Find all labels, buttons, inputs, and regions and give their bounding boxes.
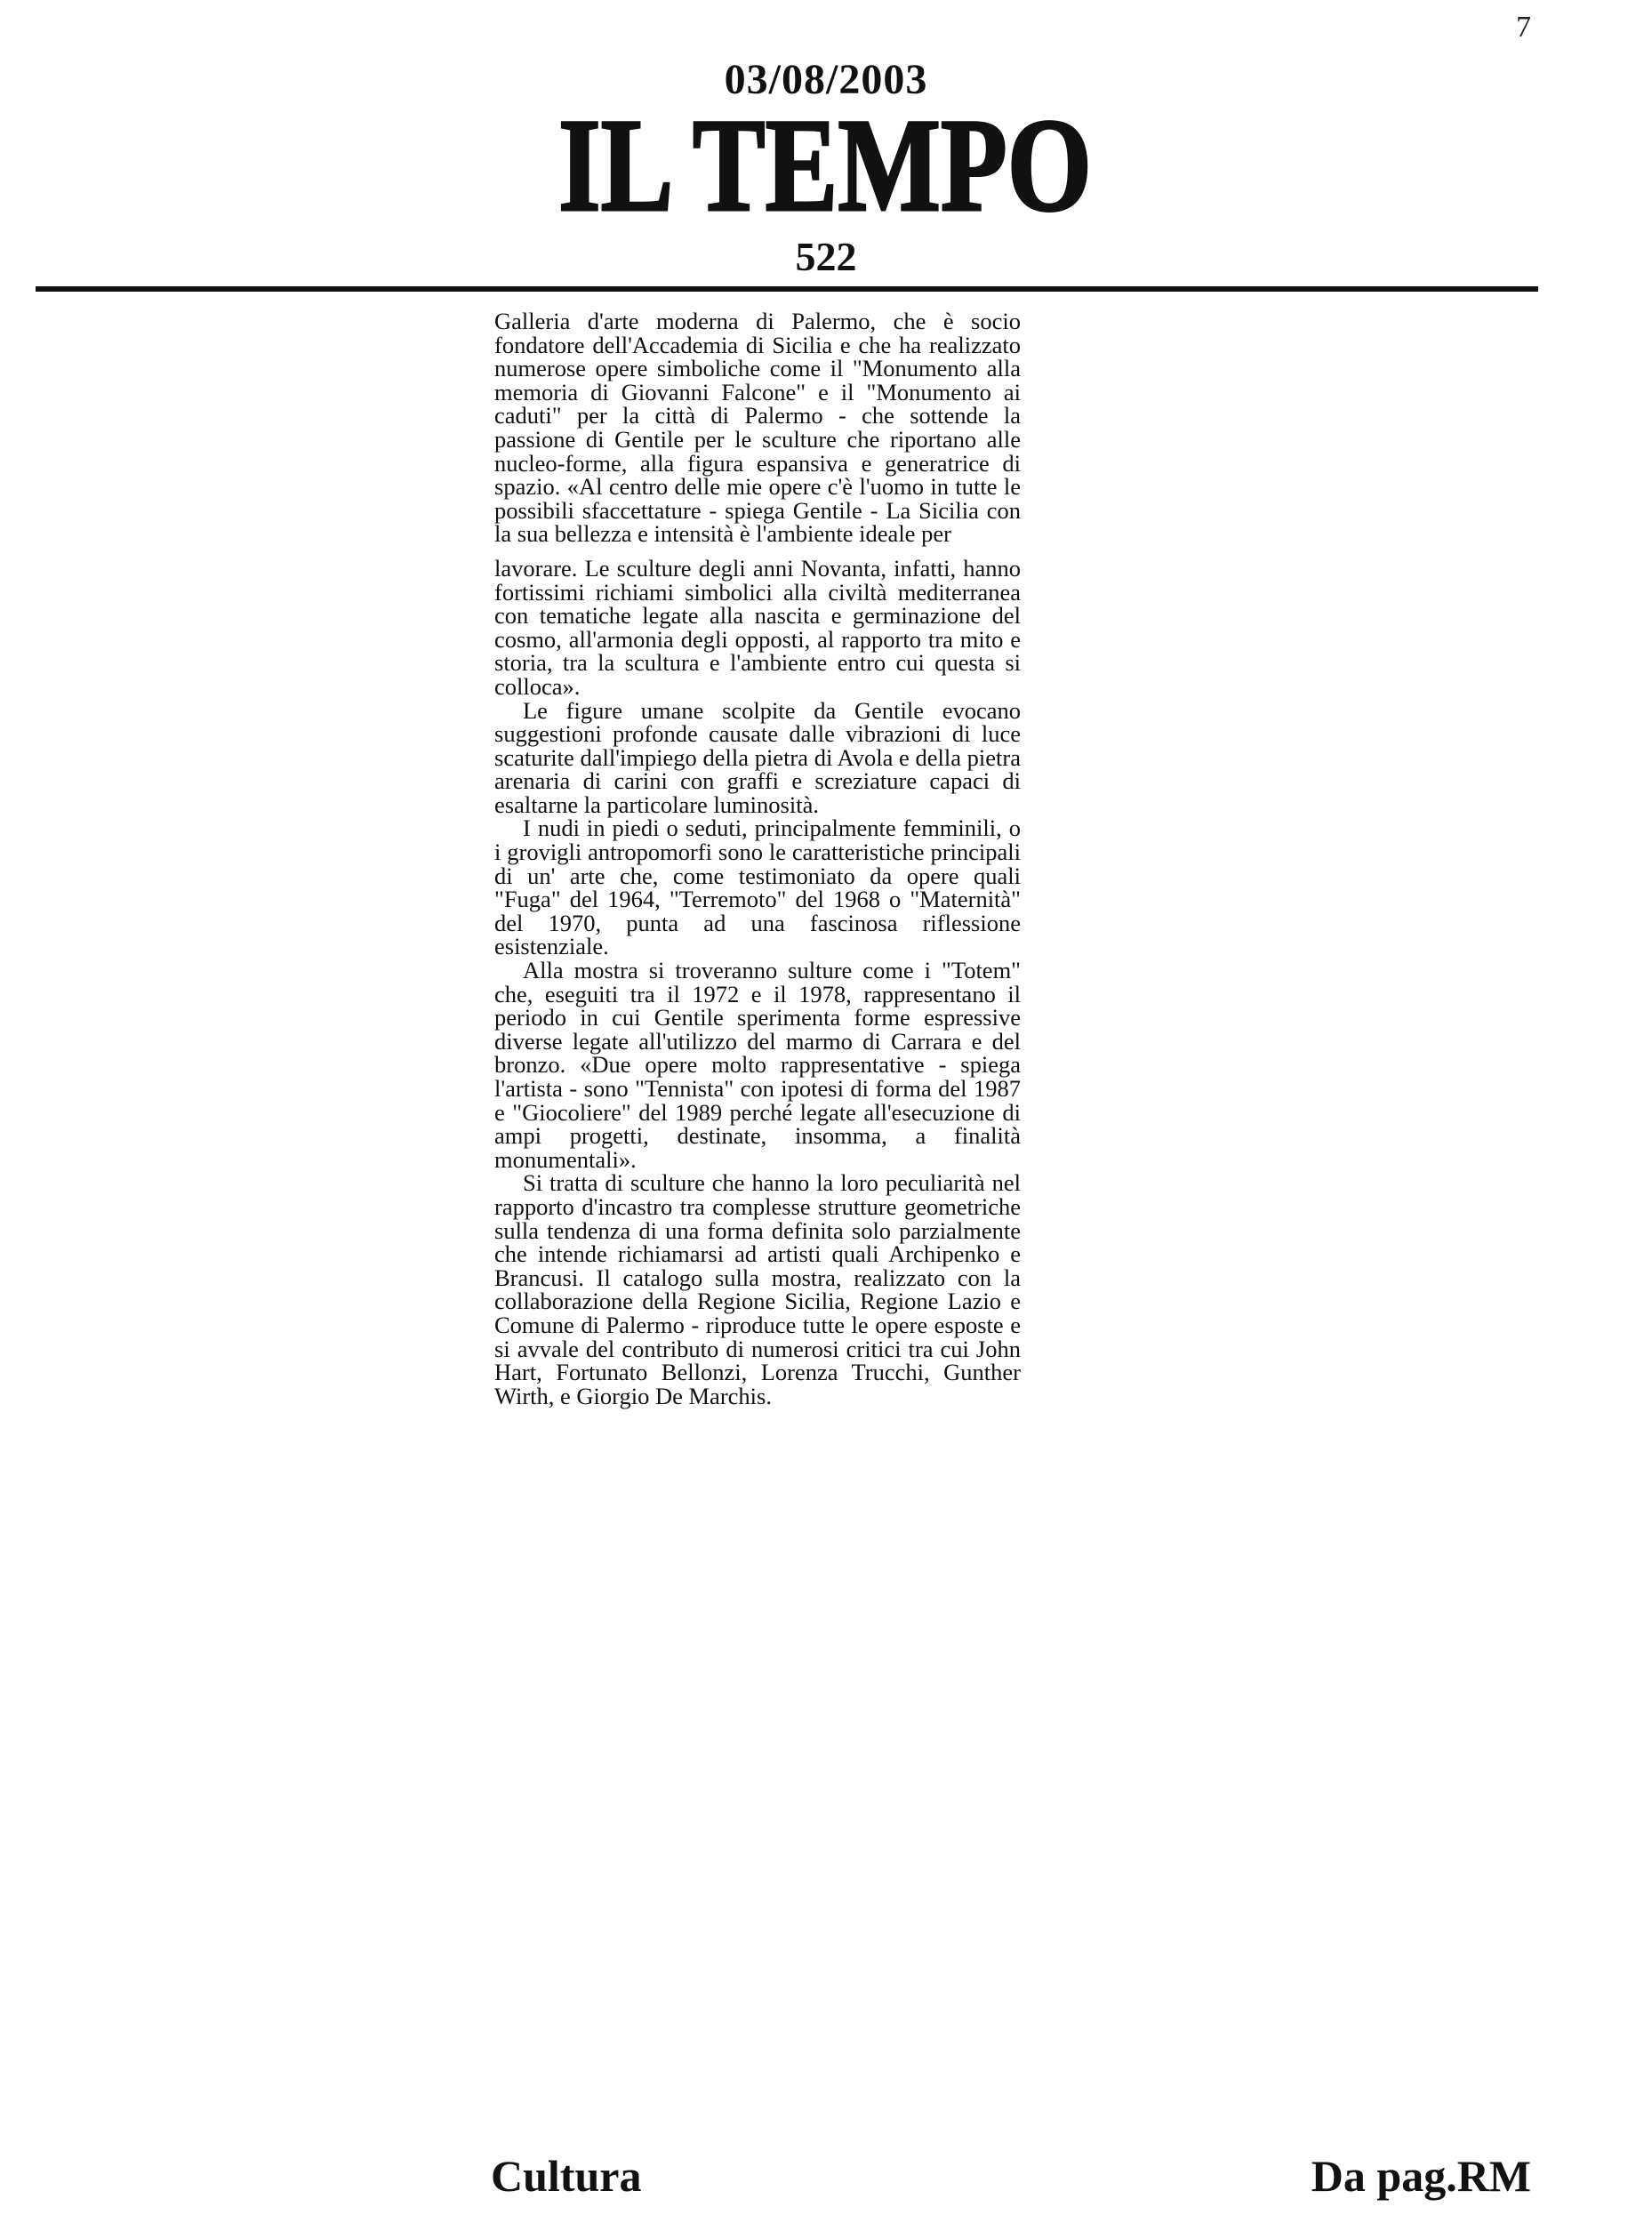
- article-paragraph: Si tratta di sculture che hanno la loro peculiarità nel rapporto d'incastro tra complesse strutture geometriche sulla tendenza di una forma definita solo parzialmente che intende richiamarsi ad artisti quali Archipenko e Brancusi. Il catalogo sulla mostra, realizzato con la collaborazione della Regione Sicilia, Regione Lazio e Comune di Palermo - riproduce tutte le opere esposte e si avvale del contributo di numerosi critici tra cui John Hart, Fortunato Bellonzi, Lorenza Trucchi, Gunther Wirth, e Giorgio De Marchis.: [494, 1169, 1021, 1409]
- masthead-text: IL TEMPO: [558, 92, 1092, 239]
- article-paragraph: lavorare. Le sculture degli anni Novanta, infatti, hanno fortissimi richiami simbolici alla civiltà mediterranea con tematiche legate alla nascita e germinazione del cosmo, all'armonia degli opposti, al rapporto tra mito e storia, tra la scultura e l'ambiente entro cui questa si colloca».: [494, 554, 1021, 700]
- article-paragraph: Le figure umane scolpite da Gentile evocano suggestioni profonde causate dalle vibrazioni di luce scaturite dall'impiego della pietra di Avola e della pietra arenaria di carini con graffi e screziature capaci di esaltarne la particolare luminosità.: [494, 696, 1021, 818]
- header-divider: [36, 286, 1538, 292]
- page-number: 7: [1516, 11, 1531, 44]
- article-paragraph: Galleria d'arte moderna di Palermo, che è socio fondatore dell'Accademia di Sicilia e che ha realizzato numerose opere simboliche come il "Monumento alla memoria di Giovanni Falcone" e il "Monumento ai caduti" per la città di Palermo - che sottende la passione di Gentile per le sculture che riportano alle nucleo-forme, alla figura espansiva e generatrice di spazio. «Al centro delle mie opere c'è l'uomo in tutte le possibili sfaccettature - spiega Gentile - La Sicilia con la sua bellezza e intensità è l'ambiente ideale per: [494, 308, 1021, 548]
- issue-number: 522: [795, 234, 857, 279]
- publication-date: 03/08/2003: [724, 56, 928, 103]
- newspaper-logo: [549, 92, 1101, 239]
- section-label: Cultura: [491, 2151, 642, 2201]
- article-paragraph: Alla mostra si troveranno sulture come i "Totem" che, eseguiti tra il 1972 e il 1978, rappresentano il periodo in cui Gentile sperimenta forme espressive diverse legate all'utilizzo del marmo di Carrara e del bronzo. «Due opere molto rappresentative - spiega l'artista - sono "Tennista" con ipotesi di forma del 1987 e "Giocoliere" del 1989 perché legate all'esecuzione di ampi progetti, destinate, insomma, a finalità monumentali».: [494, 957, 1021, 1173]
- article-paragraph: I nudi in piedi o seduti, principalmente femminili, o i grovigli antropomorfi sono le caratteristiche principali di un' arte che, come testimoniato da opere quali "Fuga" del 1964, "Terremoto" del 1968 o "Maternità" del 1970, punta ad una fascinosa riflessione esistenziale.: [494, 815, 1021, 960]
- source-label: Da pag.RM: [1311, 2151, 1531, 2201]
- article-body: [494, 309, 1021, 1408]
